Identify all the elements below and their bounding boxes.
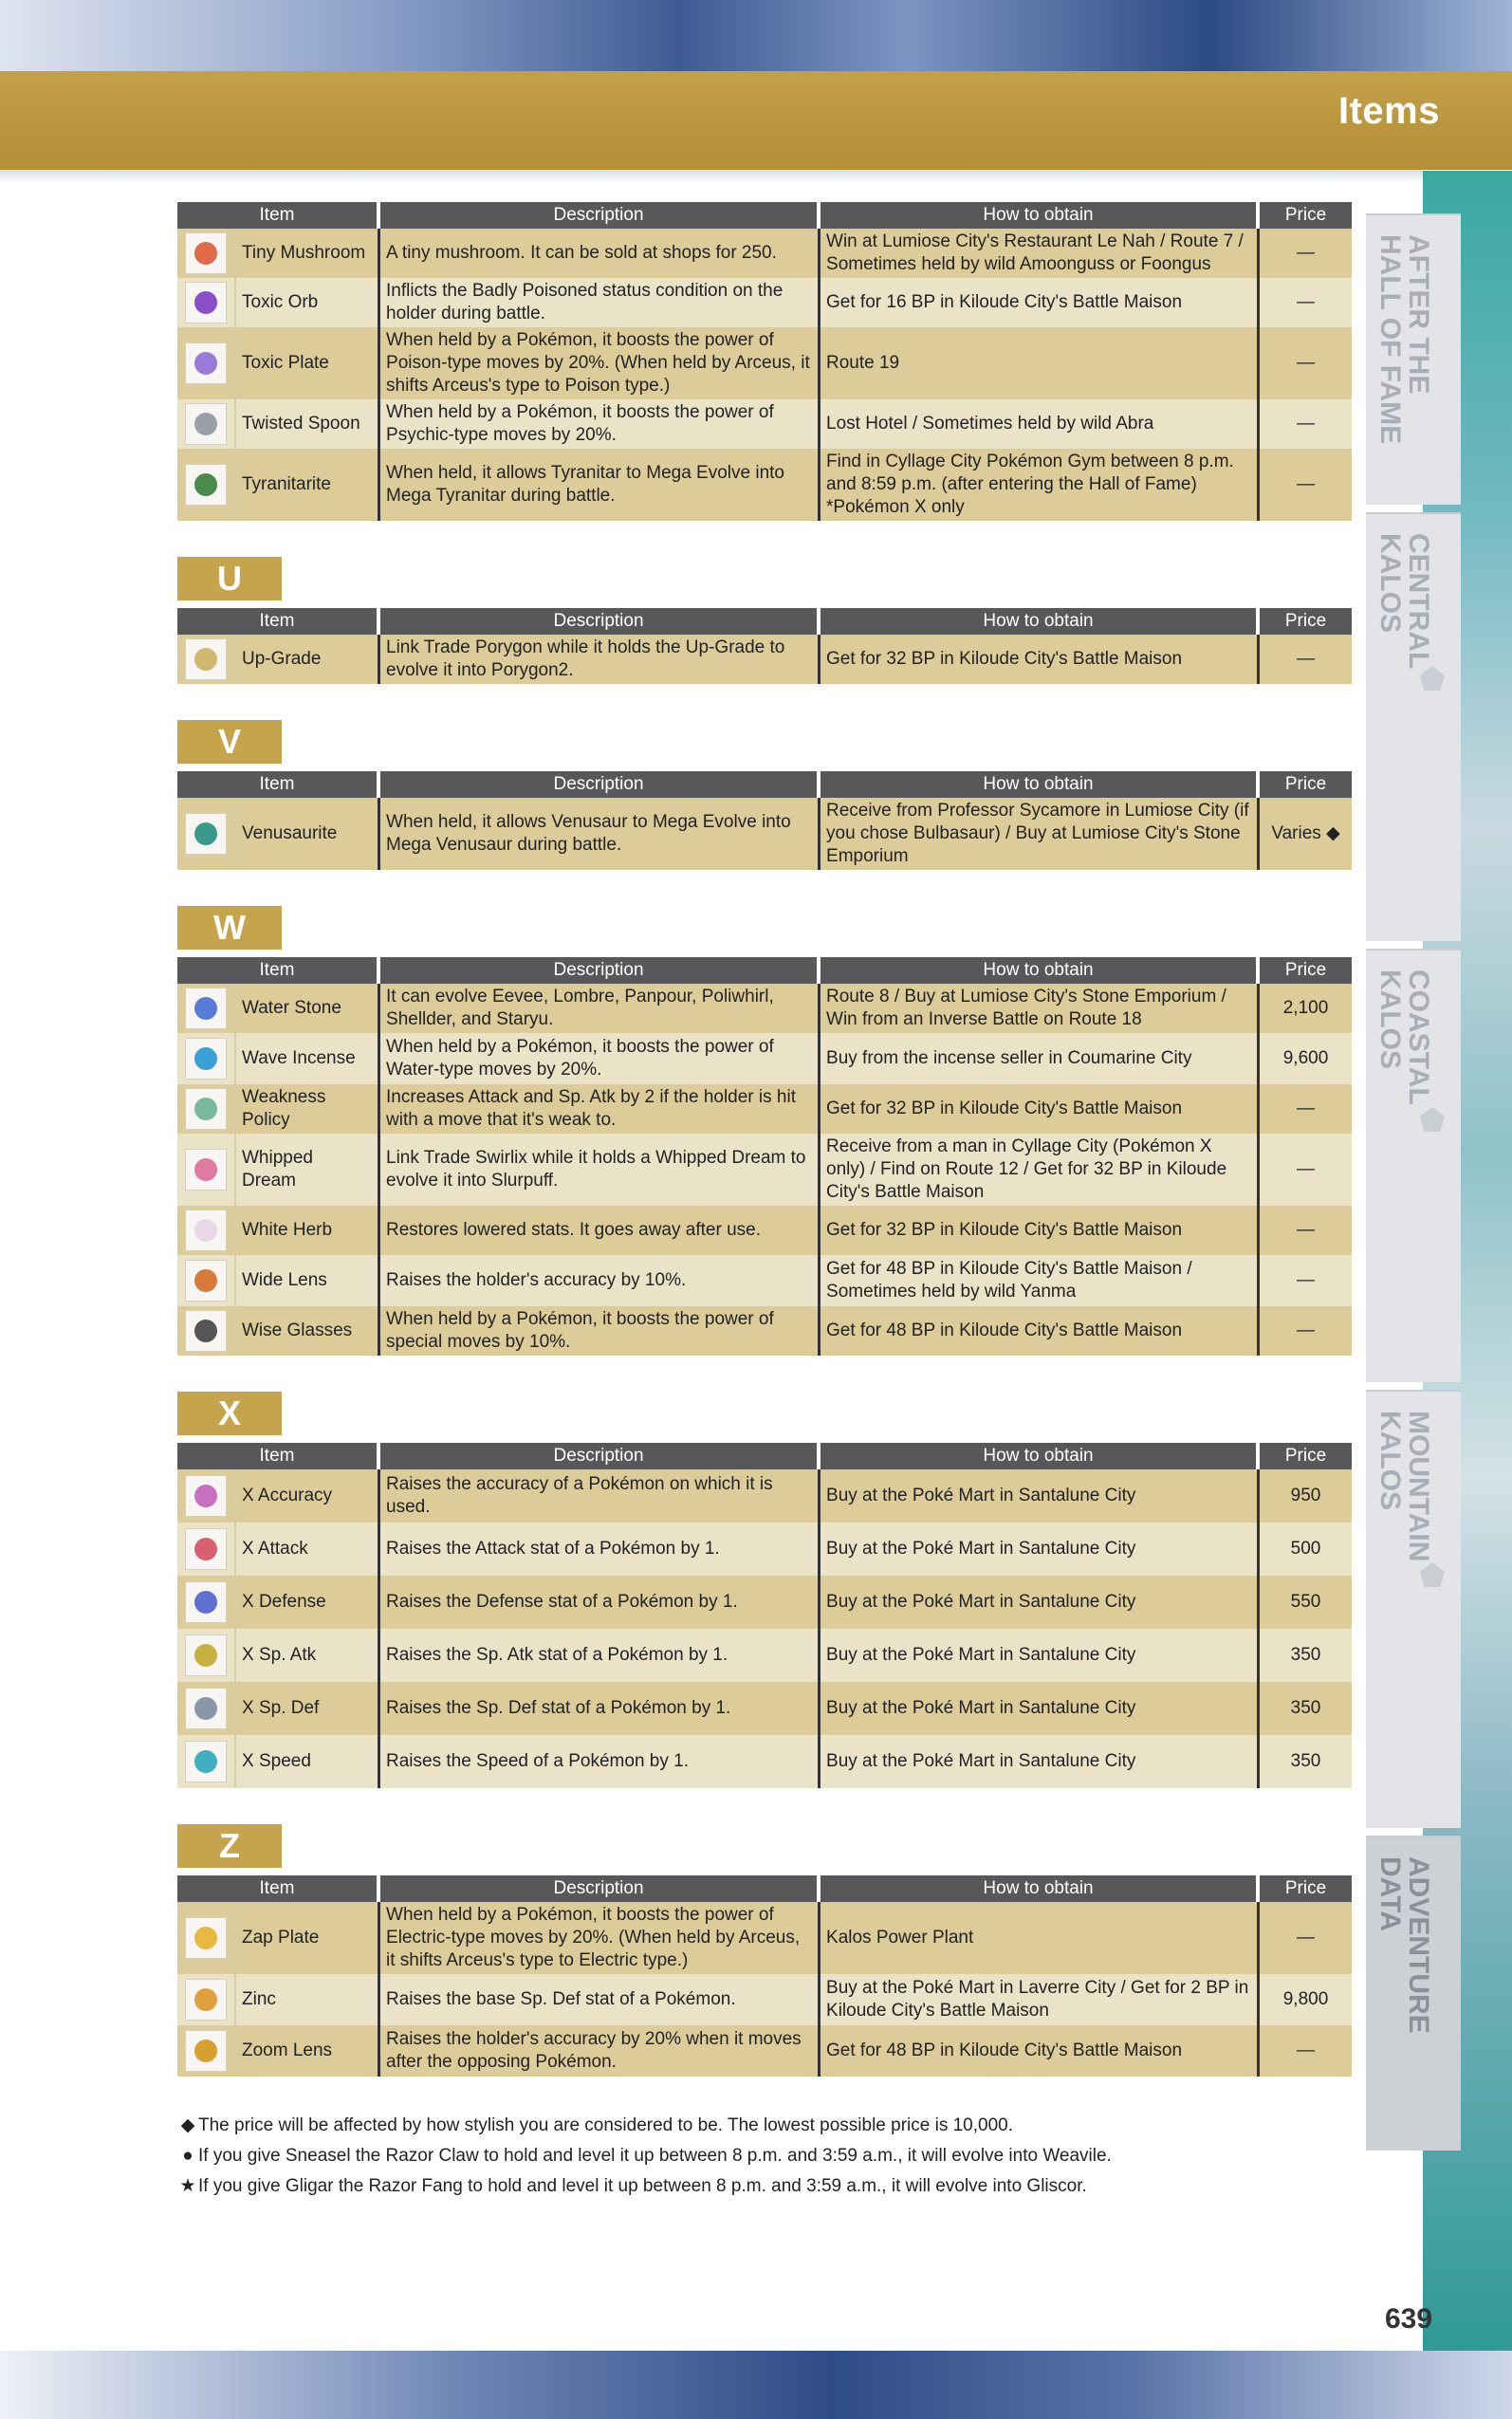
items-table [177,957,1352,1356]
item-description: Raises the Attack stat of a Pokémon by 1. [380,1523,821,1576]
column-header-item: Item [177,1443,380,1469]
item-name: Twisted Spoon [236,399,380,449]
side-tab-label: MOUNTAIN KALOS [1374,1411,1434,1562]
items-table [177,1443,1352,1788]
item-name: X Sp. Atk [236,1629,380,1682]
lens-icon [185,2030,227,2072]
item-icon-cell [177,1084,236,1134]
item-icon-cell [177,1682,236,1735]
item-how-to-obtain: Buy at the Poké Mart in Santalune City [821,1682,1260,1735]
table-row [177,1033,1352,1084]
table-row [177,635,1352,684]
orb-icon [185,282,227,323]
item-how-to-obtain: Buy at the Poké Mart in Santalune City [821,1576,1260,1629]
item-how-to-obtain: Buy at the Poké Mart in Santalune City [821,1629,1260,1682]
item-description: Raises the Speed of a Pokémon by 1. [380,1735,821,1788]
item-price: — [1260,1902,1352,1974]
item-name: Zap Plate [236,1902,380,1974]
item-description: When held by a Pokémon, it boosts the power of Electric-type moves by 20%. (When held by Arceus, it shifts Arceus's type to Electric type.) [380,1902,821,1974]
table-row [177,984,1352,1033]
item-how-to-obtain: Get for 48 BP in Kiloude City's Battle Maison [821,1306,1260,1356]
section-letter: X [177,1392,282,1435]
mega-stone-icon [185,813,227,855]
column-header-how: How to obtain [821,608,1260,635]
table-row [177,327,1352,399]
item-description: When held by a Pokémon, it boosts the power of Water-type moves by 20%. [380,1033,821,1084]
item-how-to-obtain: Buy at the Poké Mart in Laverre City / Get for 2 BP in Kiloude City's Battle Maison [821,1974,1260,2025]
items-content [177,202,1352,2202]
item-icon-cell [177,1469,236,1523]
section-letter: V [177,720,282,764]
item-description: When held, it allows Tyranitar to Mega Evolve into Mega Tyranitar during battle. [380,449,821,521]
footnote [177,2141,1352,2171]
item-price: — [1260,2025,1352,2077]
item-icon-cell [177,984,236,1033]
side-tab[interactable] [1366,1390,1461,1828]
item-name: X Sp. Def [236,1682,380,1735]
column-header-price: Price [1260,957,1352,984]
table-row [177,229,1352,278]
item-description: Increases Attack and Sp. Atk by 2 if the holder is hit with a move that it's weak to. [380,1084,821,1134]
column-header-item: Item [177,1875,380,1902]
item-name: Whipped Dream [236,1134,380,1206]
table-row [177,1576,1352,1629]
item-price: — [1260,1134,1352,1206]
side-tab-label: CENTRAL KALOS [1374,533,1434,670]
table-row [177,1629,1352,1682]
item-icon-cell [177,278,236,327]
item-name: Zoom Lens [236,2025,380,2077]
column-header-price: Price [1260,608,1352,635]
item-icon-cell [177,1033,236,1084]
table-row [177,1974,1352,2025]
side-tab[interactable] [1366,213,1461,505]
side-tab[interactable] [1366,512,1461,941]
plate-icon [185,342,227,384]
item-description: When held by a Pokémon, it boosts the power of special moves by 10%. [380,1306,821,1356]
table-row [177,1084,1352,1134]
table-row [177,798,1352,870]
item-name: Water Stone [236,984,380,1033]
item-icon-cell [177,798,236,870]
item-name: Wave Incense [236,1033,380,1084]
item-price: Varies ◆ [1260,798,1352,870]
item-icon-cell [177,1735,236,1788]
item-name: Wide Lens [236,1255,380,1306]
item-price: — [1260,399,1352,449]
column-header-description: Description [380,771,821,798]
x-item-icon [185,1581,227,1623]
side-tab[interactable] [1366,1836,1461,2151]
table-row [177,399,1352,449]
item-how-to-obtain: Buy at the Poké Mart in Santalune City [821,1523,1260,1576]
item-description: When held, it allows Venusaur to Mega Evolve into Mega Venusaur during battle. [380,798,821,870]
items-table [177,771,1352,870]
table-row [177,1735,1352,1788]
side-tab[interactable] [1366,949,1461,1382]
footnote [177,2171,1352,2202]
item-how-to-obtain: Lost Hotel / Sometimes held by wild Abra [821,399,1260,449]
item-description: Restores lowered stats. It goes away after use. [380,1206,821,1255]
footnote-text: If you give Sneasel the Razor Claw to hold and level it up between 8 p.m. and 3:59 a.m., it will evolve into Weavile. [198,2146,1112,2166]
column-header-description: Description [380,608,821,635]
items-table [177,608,1352,684]
item-price: — [1260,1084,1352,1134]
item-how-to-obtain: Get for 32 BP in Kiloude City's Battle Maison [821,1084,1260,1134]
footnote-text: The price will be affected by how stylish you are considered to be. The lowest possible price is 10,000. [198,2115,1013,2135]
item-price: 350 [1260,1682,1352,1735]
table-row [177,449,1352,521]
item-description: It can evolve Eevee, Lombre, Panpour, Poliwhirl, Shellder, and Staryu. [380,984,821,1033]
lens-icon [185,1260,227,1302]
header-band [0,71,1512,170]
item-price: — [1260,1255,1352,1306]
item-description: A tiny mushroom. It can be sold at shops for 250. [380,229,821,278]
item-description: When held by a Pokémon, it boosts the power of Poison-type moves by 20%. (When held by Arceus, it shifts Arceus's type to Poison type.) [380,327,821,399]
item-how-to-obtain: Get for 48 BP in Kiloude City's Battle Maison [821,2025,1260,2077]
footnote [177,2111,1352,2141]
section-letter: W [177,906,282,950]
column-header-item: Item [177,957,380,984]
whipped-dream-icon [185,1149,227,1191]
item-price: — [1260,1206,1352,1255]
column-header-item: Item [177,202,380,229]
mega-stone-icon [185,464,227,506]
bottom-decoration [0,2351,1512,2419]
item-name: Up-Grade [236,635,380,684]
item-name: X Defense [236,1576,380,1629]
item-how-to-obtain: Buy at the Poké Mart in Santalune City [821,1469,1260,1523]
item-price: 500 [1260,1523,1352,1576]
item-icon-cell [177,1902,236,1974]
item-icon-cell [177,1306,236,1356]
page-title: Items [1338,90,1440,132]
item-price: 950 [1260,1469,1352,1523]
item-description: Raises the Sp. Def stat of a Pokémon by 1. [380,1682,821,1735]
x-item-icon [185,1741,227,1782]
plate-icon [185,1917,227,1959]
item-how-to-obtain: Get for 32 BP in Kiloude City's Battle Maison [821,1206,1260,1255]
x-item-icon [185,1634,227,1676]
item-price: — [1260,278,1352,327]
mushroom-icon [185,232,227,274]
item-icon-cell [177,1576,236,1629]
item-description: Inflicts the Badly Poisoned status condition on the holder during battle. [380,278,821,327]
item-how-to-obtain: Get for 32 BP in Kiloude City's Battle Maison [821,635,1260,684]
item-name: Weakness Policy [236,1084,380,1134]
item-name: X Attack [236,1523,380,1576]
footnote-mark: ● [182,2146,194,2166]
item-description: Raises the Sp. Atk stat of a Pokémon by 1. [380,1629,821,1682]
item-price: — [1260,635,1352,684]
item-name: X Accuracy [236,1469,380,1523]
item-name: White Herb [236,1206,380,1255]
gem-icon [1420,1107,1445,1132]
item-description: Raises the Defense stat of a Pokémon by 1. [380,1576,821,1629]
item-description: Raises the holder's accuracy by 20% when it moves after the opposing Pokémon. [380,2025,821,2077]
item-how-to-obtain: Find in Cyllage City Pokémon Gym between 8 p.m. and 8:59 p.m. (after entering the Hall of Fame) *Pokémon X only [821,449,1260,521]
header-shadow [0,170,1423,183]
table-row [177,1206,1352,1255]
incense-icon [185,1038,227,1080]
item-how-to-obtain: Receive from a man in Cyllage City (Pokémon X only) / Find on Route 12 / Get for 32 BP in Kiloude City's Battle Maison [821,1134,1260,1206]
item-name: Zinc [236,1974,380,2025]
policy-icon [185,1088,227,1130]
column-header-description: Description [380,1443,821,1469]
item-price: 350 [1260,1735,1352,1788]
item-description: Raises the base Sp. Def stat of a Pokémon. [380,1974,821,2025]
item-price: 2,100 [1260,984,1352,1033]
gem-icon [1420,1562,1445,1587]
item-icon-cell [177,1134,236,1206]
item-icon-cell [177,1974,236,2025]
item-icon-cell [177,449,236,521]
page-number: 639 [1385,2303,1433,2335]
item-price: — [1260,1306,1352,1356]
table-row [177,1469,1352,1523]
column-header-description: Description [380,957,821,984]
item-how-to-obtain: Buy from the incense seller in Coumarine City [821,1033,1260,1084]
item-icon-cell [177,1255,236,1306]
item-icon-cell [177,229,236,278]
item-name: Toxic Orb [236,278,380,327]
section-letter: Z [177,1824,282,1868]
column-header-how: How to obtain [821,771,1260,798]
table-row [177,1682,1352,1735]
item-description: Raises the accuracy of a Pokémon on which it is used. [380,1469,821,1523]
gem-icon [1420,666,1445,691]
item-description: Raises the holder's accuracy by 10%. [380,1255,821,1306]
item-description: Link Trade Swirlix while it holds a Whipped Dream to evolve it into Slurpuff. [380,1134,821,1206]
zinc-icon [185,1979,227,2021]
table-row [177,1134,1352,1206]
herb-icon [185,1210,227,1251]
item-price: — [1260,327,1352,399]
column-header-price: Price [1260,1443,1352,1469]
column-header-price: Price [1260,202,1352,229]
item-description: When held by a Pokémon, it boosts the power of Psychic-type moves by 20%. [380,399,821,449]
table-row [177,278,1352,327]
item-name: Tiny Mushroom [236,229,380,278]
item-icon-cell [177,635,236,684]
top-decoration [0,0,1512,71]
item-name: Wise Glasses [236,1306,380,1356]
column-header-how: How to obtain [821,1443,1260,1469]
item-name: X Speed [236,1735,380,1788]
item-how-to-obtain: Win at Lumiose City's Restaurant Le Nah / Route 7 / Sometimes held by wild Amoonguss or Foongus [821,229,1260,278]
item-how-to-obtain: Get for 16 BP in Kiloude City's Battle Maison [821,278,1260,327]
column-header-how: How to obtain [821,957,1260,984]
table-row [177,2025,1352,2077]
item-how-to-obtain: Buy at the Poké Mart in Santalune City [821,1735,1260,1788]
column-header-how: How to obtain [821,1875,1260,1902]
water-stone-icon [185,988,227,1029]
column-header-price: Price [1260,771,1352,798]
item-price: 9,600 [1260,1033,1352,1084]
item-icon-cell [177,1629,236,1682]
item-icon-cell [177,1206,236,1255]
table-row [177,1902,1352,1974]
item-icon-cell [177,399,236,449]
glasses-icon [185,1310,227,1352]
column-header-price: Price [1260,1875,1352,1902]
items-table [177,202,1352,521]
footnotes [177,2111,1352,2202]
side-tab-label: ADVENTURE DATA [1374,1856,1434,2034]
column-header-description: Description [380,202,821,229]
column-header-how: How to obtain [821,202,1260,229]
item-name: Venusaurite [236,798,380,870]
item-price: 550 [1260,1576,1352,1629]
side-tab-label: COASTAL KALOS [1374,969,1434,1105]
x-item-icon [185,1688,227,1729]
x-item-icon [185,1528,227,1570]
x-item-icon [185,1475,227,1517]
item-icon-cell [177,327,236,399]
footnote-mark: ★ [179,2176,196,2196]
item-how-to-obtain: Kalos Power Plant [821,1902,1260,1974]
item-how-to-obtain: Receive from Professor Sycamore in Lumiose City (if you chose Bulbasaur) / Buy at Lumiose City's Stone Emporium [821,798,1260,870]
item-how-to-obtain: Route 19 [821,327,1260,399]
item-how-to-obtain: Get for 48 BP in Kiloude City's Battle Maison / Sometimes held by wild Yanma [821,1255,1260,1306]
column-header-description: Description [380,1875,821,1902]
items-table [177,1875,1352,2077]
item-name: Tyranitarite [236,449,380,521]
spoon-icon [185,403,227,445]
item-icon-cell [177,2025,236,2077]
column-header-item: Item [177,771,380,798]
footnote-text: If you give Gligar the Razor Fang to hold and level it up between 8 p.m. and 3:59 a.m., it will evolve into Gliscor. [198,2176,1087,2196]
footnote-mark: ◆ [180,2115,195,2135]
section-letter: U [177,557,282,600]
column-header-item: Item [177,608,380,635]
item-price: 350 [1260,1629,1352,1682]
table-row [177,1523,1352,1576]
up-grade-icon [185,638,227,680]
item-how-to-obtain: Route 8 / Buy at Lumiose City's Stone Emporium / Win from an Inverse Battle on Route 18 [821,984,1260,1033]
item-name: Toxic Plate [236,327,380,399]
table-row [177,1255,1352,1306]
table-row [177,1306,1352,1356]
item-price: 9,800 [1260,1974,1352,2025]
item-price: — [1260,229,1352,278]
side-tab-label: AFTER THE HALL OF FAME [1374,234,1434,445]
item-price: — [1260,449,1352,521]
item-icon-cell [177,1523,236,1576]
item-description: Link Trade Porygon while it holds the Up-Grade to evolve it into Porygon2. [380,635,821,684]
